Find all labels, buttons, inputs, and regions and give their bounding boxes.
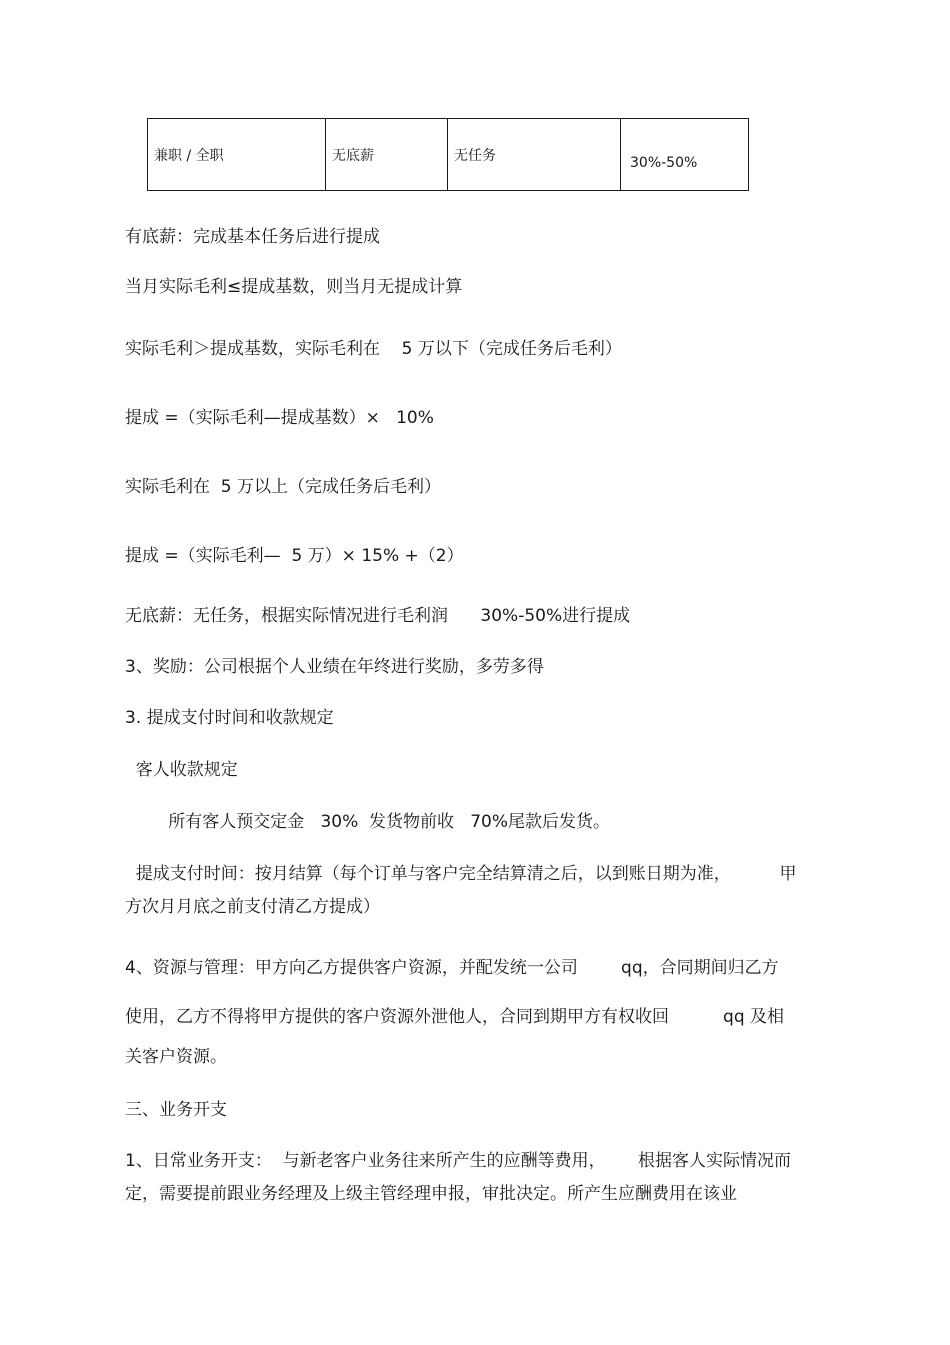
table-row [148,119,749,191]
table-cell-commission-rate: 30%-50% [621,119,749,191]
paragraph-over-50k: 实际毛利在 5 万以上（完成任务后毛利） [125,477,442,497]
paragraph-daily-expenses-line1: 1、日常业务开支： 与新老客户业务往来所产生的应酬等费用， 根据客人实际情况而 [125,1151,792,1171]
commission-table [147,118,749,191]
section-heading-expenses: 三、业务开支 [125,1100,227,1120]
section-heading-payment-rules: 3. 提成支付时间和收款规定 [125,708,334,728]
table-cell-task: 无任务 [448,119,621,191]
paragraph-daily-expenses-line2: 定，需要提前跟业务经理及上级主管经理申报，审批决定。所产生应酬费用在该业 [125,1184,737,1204]
paragraph-payment-time-line2: 方次月月底之前支付清乙方提成） [125,897,380,917]
table-cell-base-salary: 无底薪 [326,119,448,191]
paragraph-under-50k: 实际毛利＞提成基数，实际毛利在 5 万以下（完成任务后毛利） [125,339,622,359]
table-cell-employment-type: 兼职 / 全职 [148,119,326,191]
subheading-customer-payment: 客人收款规定 [125,760,238,780]
formula-10-percent: 提成 =（实际毛利—提成基数）× 10% [125,408,434,428]
paragraph-deposit-rules: 所有客人预交定金 30% 发货物前收 70%尾款后发货。 [125,812,611,832]
paragraph-resources-line3: 关客户资源。 [125,1047,227,1067]
paragraph-rewards: 3、奖励：公司根据个人业绩在年终进行奖励，多劳多得 [125,657,544,677]
paragraph-resources-line2: 使用，乙方不得将甲方提供的客户资源外泄他人，合同到期甲方有权收回 qq 及相 [125,1007,785,1027]
formula-15-percent: 提成 =（实际毛利— 5 万）× 15% +（2） [125,546,464,566]
paragraph-no-base-salary: 无底薪：无任务，根据实际情况进行毛利润 30%-50%进行提成 [125,606,631,626]
paragraph-base-salary: 有底薪：完成基本任务后进行提成 [125,227,380,247]
paragraph-resources-line1: 4、资源与管理：甲方向乙方提供客户资源，并配发统一公司 qq，合同期间归乙方 [125,958,779,978]
paragraph-no-commission-condition: 当月实际毛利≤提成基数，则当月无提成计算 [125,277,463,297]
paragraph-payment-time-line1: 提成支付时间：按月结算（每个订单与客户完全结算清之后，以到账日期为准， 甲 [125,864,797,884]
